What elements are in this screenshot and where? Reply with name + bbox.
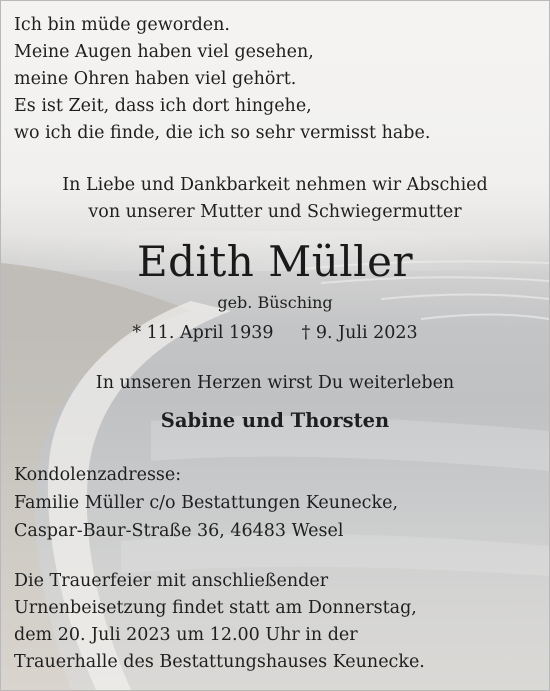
- condolence-heading: Kondolenzadresse:: [14, 465, 182, 485]
- ceremony-line: Urnenbeisetzung findet statt am Donnerstag,: [14, 598, 417, 618]
- birth-name: geb. Büsching: [217, 293, 333, 312]
- poem-line: meine Ohren haben viel gehört.: [14, 69, 297, 89]
- poem-line: wo ich die finde, die ich so sehr vermisst habe.: [14, 123, 431, 143]
- notice-text: [1, 1, 549, 690]
- life-dates: [1, 323, 549, 343]
- death-date: † 9. Juli 2023: [301, 323, 418, 343]
- memory-line: In unseren Herzen wirst Du weiterleben: [95, 373, 455, 393]
- poem-line: Meine Augen haben viel gesehen,: [14, 42, 314, 62]
- intro-line: In Liebe und Dankbarkeit nehmen wir Abschied: [62, 175, 488, 195]
- survivors: Sabine und Thorsten: [160, 409, 390, 432]
- birth-date: * 11. April 1939: [132, 323, 274, 343]
- ceremony-line: Die Trauerfeier mit anschließender: [14, 571, 329, 591]
- intro-line: von unserer Mutter und Schwiegermutter: [88, 202, 462, 222]
- poem-line: Es ist Zeit, dass ich dort hingehe,: [14, 96, 312, 116]
- condolence-line: Familie Müller c/o Bestattungen Keunecke,: [14, 493, 399, 513]
- condolence-address: Caspar-Baur-Straße 36, 46483 Wesel: [14, 521, 344, 541]
- poem-line: Ich bin müde geworden.: [14, 15, 230, 35]
- ceremony-line: Trauerhalle des Bestattungshauses Keunecke.: [14, 652, 425, 672]
- ceremony-line: dem 20. Juli 2023 um 12.00 Uhr in der: [14, 625, 358, 645]
- deceased-name: Edith Müller: [136, 237, 414, 286]
